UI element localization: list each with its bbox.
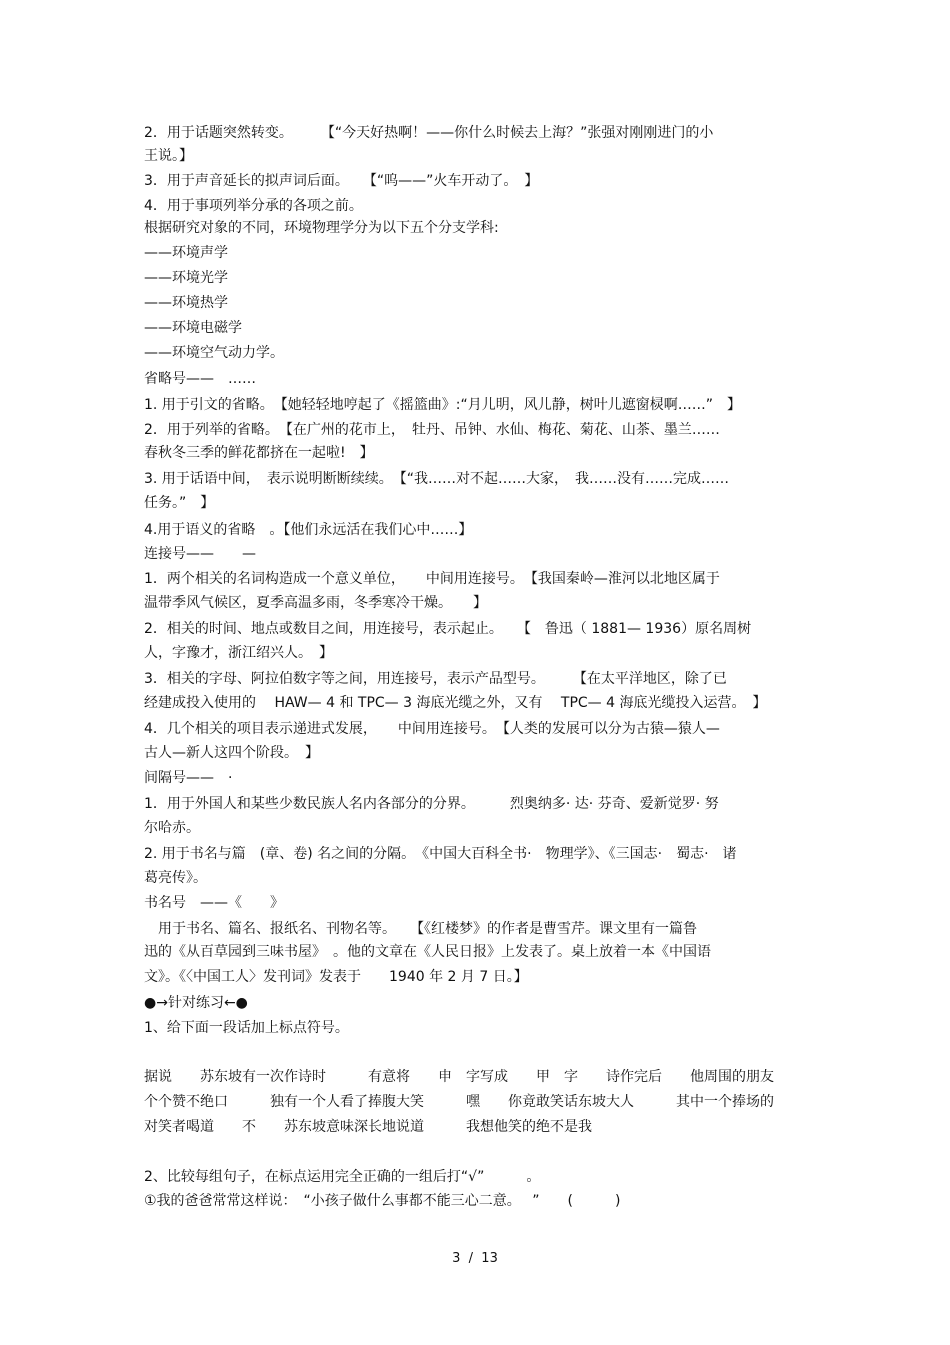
text-line: 间隔号—— · <box>144 770 233 786</box>
text-line: 个个赞不绝口 独有一个人看了捧腹大笑 嘿 你竟敢笑话东坡大人 其中一个捧场的 <box>144 1094 774 1110</box>
text-line: 2．相关的时间、地点或数目之间，用连接号，表示起止。 【 鲁迅（ 1881— 1936）原名周树 <box>144 621 752 637</box>
text-line: 文》。《〈中国工人〉发刊词》发表于 1940 年 2 月 7 日。】 <box>144 969 528 985</box>
text-line: 1．两个相关的名词构造成一个意义单位， 中间用连接号。 【我国秦岭—淮河以北地区属于 <box>144 571 720 587</box>
page-number: 3 / 13 <box>452 1251 498 1266</box>
text-line: 1．用于外国人和某些少数民族人名内各部分的分界。 烈奥纳多· 达· 芬奇、爱新觉罗· 努 <box>144 796 719 812</box>
text-line: 经建成投入使用的 HAW— 4 和 TPC— 3 海底光缆之外，又有 TPC— 4 海底光缆投入运营。 】 <box>144 695 767 711</box>
text-line: 尔哈赤。 <box>144 820 200 836</box>
text-line: 省略号—— …… <box>144 371 256 387</box>
text-line: 4．用于事项列举分承的各项之前。 <box>144 198 363 214</box>
text-line: 2．用于话题突然转变。 【“今天好热啊！——你什么时候去上海？”张强对刚刚进门的小 <box>144 125 714 141</box>
text-line: 连接号—— — <box>144 546 256 562</box>
text-line: ——环境空气动力学。 <box>144 345 284 361</box>
text-line: 1. 用于引文的省略。 【她轻轻地哼起了《摇篮曲》:“月儿明，风儿静，树叶儿遮窗棂啊……” 】 <box>144 397 742 413</box>
text-line: 温带季风气候区，夏季高温多雨，冬季寒冷干燥。 】 <box>144 595 487 611</box>
text-line: 4．几个相关的项目表示递进式发展， 中间用连接号。 【人类的发展可以分为古猿—猿人— <box>144 721 720 737</box>
text-line: 1、给下面一段话加上标点符号。 <box>144 1020 349 1036</box>
text-line: 3. 用于话语中间， 表示说明断断续续。 【“我……对不起……大家， 我……没有……完成…… <box>144 471 730 487</box>
text-line: ——环境光学 <box>144 270 228 286</box>
text-line: ①我的爸爸常常这样说： “小孩子做什么事都不能三心二意。 ” ( ) <box>144 1193 621 1209</box>
text-line: 2、比较每组句子，在标点运用完全正确的一组后打“√” 。 <box>144 1169 541 1185</box>
text-line: 据说 苏东坡有一次作诗时 有意将 申 字写成 甲 字 诗作完后 他周围的朋友 <box>144 1069 774 1085</box>
text-line: ——环境热学 <box>144 295 228 311</box>
text-line: 任务。” 】 <box>144 495 215 511</box>
text-line: 4.用于语义的省略 。【他们永远活在我们心中……】 <box>144 522 473 538</box>
text-line: 春秋冬三季的鲜花都挤在一起啦! 】 <box>144 445 374 461</box>
text-line: ——环境声学 <box>144 245 228 261</box>
text-line: ——环境电磁学 <box>144 320 242 336</box>
text-line: 书名号 ——《 》 <box>144 895 284 911</box>
text-line: 迅的《从百草园到三味书屋》 。他的文章在《人民日报》上发表了。桌上放着一本《中国语 <box>144 944 711 960</box>
text-line: 根据研究对象的不同，环境物理学分为以下五个分支学科: <box>144 220 499 236</box>
text-line: 葛亮传》。 <box>144 870 207 886</box>
text-line: 3．相关的字母、阿拉伯数字等之间，用连接号，表示产品型号。 【在太平洋地区，除了已 <box>144 671 727 687</box>
text-line: 人，字豫才，浙江绍兴人。 】 <box>144 645 333 661</box>
text-line: 用于书名、篇名、报纸名、刊物名等。 【《红楼梦》的作者是曹雪芹。课文里有一篇鲁 <box>144 921 697 937</box>
text-line: 2．用于列举的省略。 【在广州的花市上， 牡丹、吊钟、水仙、梅花、菊花、山茶、墨兰…… <box>144 422 720 438</box>
text-line: 王说。】 <box>144 148 193 164</box>
text-line: ●→针对练习←● <box>144 995 248 1011</box>
text-line: 古人—新人这四个阶段。 】 <box>144 745 319 761</box>
text-line: 2. 用于书名与篇 (章、卷) 名之间的分隔。 《中国大百科全书· 物理学》、《三国志· 蜀志· 诸 <box>144 846 737 862</box>
text-line: 3．用于声音延长的拟声词后面。 【“呜——”火车开动了。 】 <box>144 173 539 189</box>
text-line: 对笑者喝道 不 苏东坡意味深长地说道 我想他笑的绝不是我 <box>144 1119 592 1135</box>
